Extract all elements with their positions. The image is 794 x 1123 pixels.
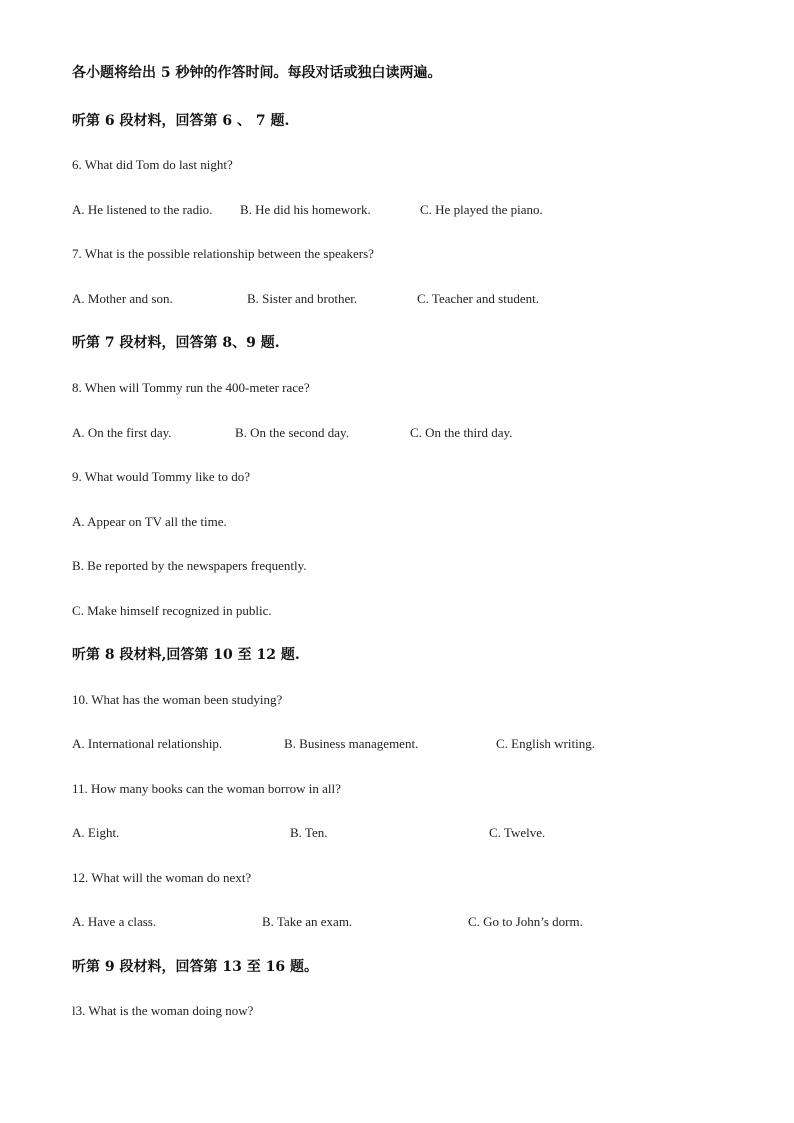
section-heading: 听第 8 段材料,回答第 10 至 12 题. bbox=[72, 647, 300, 663]
option-c: C. On the third day. bbox=[410, 425, 513, 440]
option-c: C. He played the piano. bbox=[420, 202, 543, 217]
option-b: B. Be reported by the newspapers frequently. bbox=[72, 558, 307, 573]
question-text: 9. What would Tommy like to do? bbox=[72, 469, 251, 484]
option-b: B. Business management. bbox=[284, 736, 419, 751]
option-b: B. Take an exam. bbox=[262, 914, 353, 929]
question-text: 10. What has the woman been studying? bbox=[72, 692, 283, 707]
question-text: 11. How many books can the woman borrow in all? bbox=[72, 781, 341, 796]
question-text: 8. When will Tommy run the 400-meter race? bbox=[72, 380, 310, 395]
option-c: C. Go to John’s dorm. bbox=[468, 914, 583, 929]
option-a: A. Have a class. bbox=[72, 914, 157, 929]
question-text: 12. What will the woman do next? bbox=[72, 870, 252, 885]
option-b: B. Ten. bbox=[290, 825, 328, 840]
section-heading: 听第 6 段材料，回答第 6 、 7 题. bbox=[72, 113, 290, 129]
option-a: A. On the first day. bbox=[72, 425, 172, 440]
option-a: A. Eight. bbox=[72, 825, 120, 840]
option-c: C. English writing. bbox=[496, 736, 595, 751]
instructions-text: 各小题将给出 5 秒钟的作答时间。每段对话或独白读两遍。 bbox=[72, 65, 442, 81]
option-a: A. International relationship. bbox=[72, 736, 223, 751]
option-a: A. He listened to the radio. bbox=[72, 202, 213, 217]
option-b: B. On the second day. bbox=[235, 425, 349, 440]
option-a: A. Mother and son. bbox=[72, 291, 173, 306]
option-a: A. Appear on TV all the time. bbox=[72, 514, 227, 529]
option-c: C. Teacher and student. bbox=[417, 291, 539, 306]
option-c: C. Make himself recognized in public. bbox=[72, 603, 272, 618]
section-heading: 听第 7 段材料，回答第 8、9 题. bbox=[72, 335, 280, 351]
option-b: B. He did his homework. bbox=[240, 202, 371, 217]
option-b: B. Sister and brother. bbox=[247, 291, 358, 306]
section-heading: 听第 9 段材料，回答第 13 至 16 题。 bbox=[72, 959, 318, 975]
question-text: 7. What is the possible relationship between the speakers? bbox=[72, 246, 374, 261]
question-text: 6. What did Tom do last night? bbox=[72, 157, 233, 172]
question-text: l3. What is the woman doing now? bbox=[72, 1003, 254, 1018]
option-c: C. Twelve. bbox=[489, 825, 546, 840]
